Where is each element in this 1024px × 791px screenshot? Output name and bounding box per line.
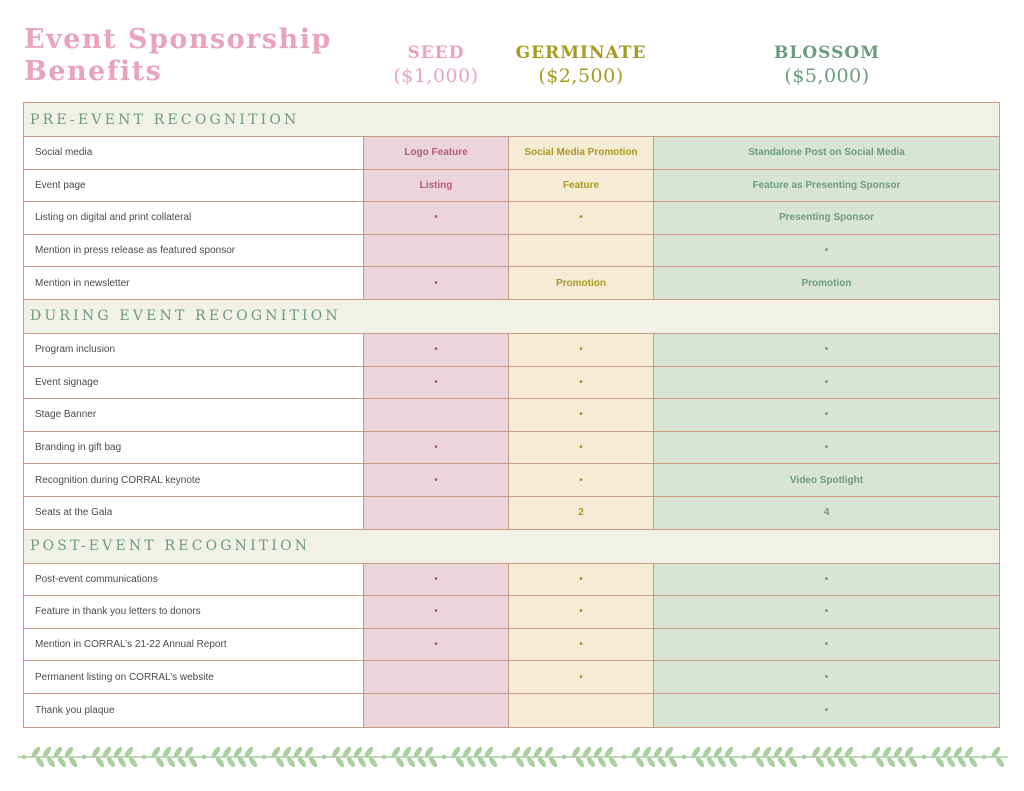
benefit-label: Mention in press release as featured sponsor [24, 235, 364, 267]
blossom-cell: Presenting Sponsor [654, 202, 999, 234]
seed-cell: Logo Feature [364, 137, 509, 169]
benefits-table [23, 102, 1000, 728]
table-row [24, 170, 999, 203]
blossom-cell: • [654, 661, 999, 693]
seed-cell: • [364, 367, 509, 399]
blossom-cell: Feature as Presenting Sponsor [654, 170, 999, 202]
blossom-cell: Standalone Post on Social Media [654, 137, 999, 169]
blossom-cell: • [654, 596, 999, 628]
section-header: PRE-EVENT RECOGNITION [24, 103, 999, 137]
benefit-label: Event page [24, 170, 364, 202]
blossom-cell: • [654, 235, 999, 267]
tier-name-blossom: BLOSSOM [774, 43, 880, 63]
blossom-cell: • [654, 334, 999, 366]
tier-header-seed [364, 42, 508, 88]
benefit-label: Branding in gift bag [24, 432, 364, 464]
benefit-label: Seats at the Gala [24, 497, 364, 529]
table-row [24, 497, 999, 530]
blossom-cell: Video Spotlight [654, 464, 999, 496]
blossom-cell: • [654, 432, 999, 464]
seed-cell: • [364, 334, 509, 366]
blossom-cell: • [654, 629, 999, 661]
seed-cell: • [364, 629, 509, 661]
benefit-label: Listing on digital and print collateral [24, 202, 364, 234]
blossom-cell: Promotion [654, 267, 999, 299]
germinate-cell: • [509, 399, 654, 431]
table-row [24, 202, 999, 235]
table-row [24, 399, 999, 432]
seed-cell: • [364, 432, 509, 464]
germinate-cell: • [509, 464, 654, 496]
germinate-cell: Social Media Promotion [509, 137, 654, 169]
benefit-label: Permanent listing on CORRAL’s website [24, 661, 364, 693]
benefit-label: Stage Banner [24, 399, 364, 431]
germinate-cell: 2 [509, 497, 654, 529]
table-row [24, 367, 999, 400]
table-row [24, 661, 999, 694]
germinate-cell [509, 235, 654, 267]
tier-header-germinate [509, 42, 653, 88]
seed-cell: Listing [364, 170, 509, 202]
vine-divider-icon [18, 745, 1008, 769]
seed-cell: • [364, 596, 509, 628]
table-row [24, 464, 999, 497]
germinate-cell [509, 694, 654, 727]
germinate-cell: • [509, 661, 654, 693]
table-row [24, 694, 999, 727]
seed-cell: • [364, 202, 509, 234]
seed-cell [364, 661, 509, 693]
tier-name-seed: SEED [407, 43, 465, 63]
benefit-label: Event signage [24, 367, 364, 399]
blossom-cell: 4 [654, 497, 999, 529]
germinate-cell: • [509, 334, 654, 366]
seed-cell: • [364, 564, 509, 596]
table-row [24, 596, 999, 629]
germinate-cell: • [509, 564, 654, 596]
benefit-label: Program inclusion [24, 334, 364, 366]
benefit-label: Recognition during CORRAL keynote [24, 464, 364, 496]
table-row [24, 267, 999, 300]
germinate-cell: • [509, 629, 654, 661]
page-title-line-1: Event Sponsorship [24, 24, 332, 55]
germinate-cell: • [509, 202, 654, 234]
tier-price-blossom: ($5,000) [784, 65, 870, 87]
table-row [24, 564, 999, 597]
seed-cell [364, 694, 509, 727]
page-title [24, 24, 332, 88]
benefit-label: Post-event communications [24, 564, 364, 596]
seed-cell [364, 235, 509, 267]
seed-cell [364, 399, 509, 431]
germinate-cell: • [509, 432, 654, 464]
benefit-label: Thank you plaque [24, 694, 364, 727]
benefit-label: Mention in newsletter [24, 267, 364, 299]
table-row [24, 235, 999, 268]
table-row [24, 629, 999, 662]
seed-cell: • [364, 464, 509, 496]
tier-price-germinate: ($2,500) [538, 65, 624, 87]
table-row [24, 334, 999, 367]
seed-cell [364, 497, 509, 529]
blossom-cell: • [654, 399, 999, 431]
germinate-cell: • [509, 596, 654, 628]
benefit-label: Feature in thank you letters to donors [24, 596, 364, 628]
benefit-label: Mention in CORRAL’s 21-22 Annual Report [24, 629, 364, 661]
tier-header-blossom [654, 42, 1000, 88]
benefit-label: Social media [24, 137, 364, 169]
germinate-cell: Promotion [509, 267, 654, 299]
section-header: POST-EVENT RECOGNITION [24, 530, 999, 564]
section-header: DURING EVENT RECOGNITION [24, 300, 999, 334]
blossom-cell: • [654, 694, 999, 727]
seed-cell: • [364, 267, 509, 299]
table-row [24, 432, 999, 465]
tier-name-germinate: GERMINATE [515, 43, 647, 63]
table-row [24, 137, 999, 170]
blossom-cell: • [654, 367, 999, 399]
germinate-cell: • [509, 367, 654, 399]
page-title-line-2: Benefits [24, 56, 163, 87]
tier-price-seed: ($1,000) [393, 65, 479, 87]
germinate-cell: Feature [509, 170, 654, 202]
blossom-cell: • [654, 564, 999, 596]
